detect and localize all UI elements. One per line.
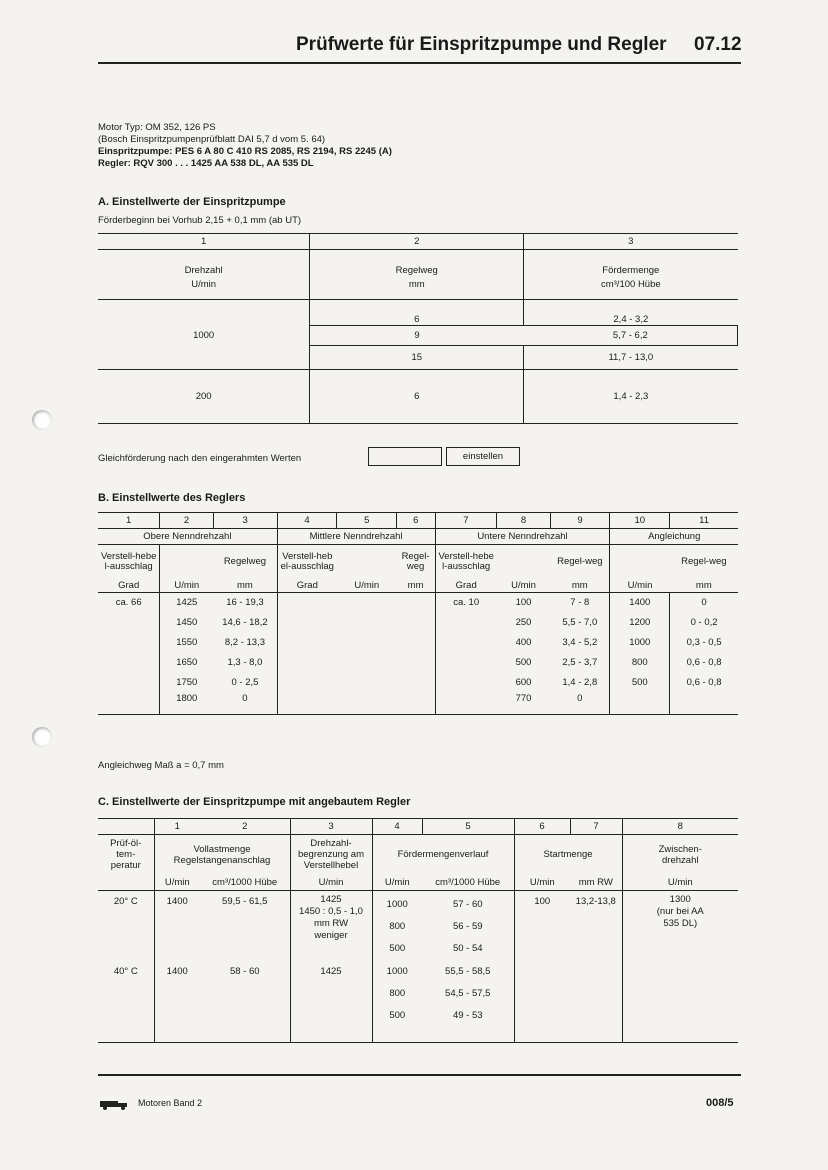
table-cell [622,961,738,1043]
table-cell [435,613,497,633]
col-header-start: Startmenge [514,835,622,875]
col-num: 1 [98,513,160,529]
table-cell: 7 - 8 [550,593,610,613]
table-cell: 0 [701,597,707,609]
table-cell: 8,2 - 13,3 [213,633,277,653]
table-cell: 1450 [176,617,198,628]
table-cell: 1,3 - 8,0 [213,653,277,673]
row20-f-u: 1000 [386,899,408,910]
table-cell [570,961,622,1043]
table-cell [397,653,435,673]
table-cell: 1800 [176,692,198,704]
col-unit: Grad [296,579,318,591]
col-num: 8 [677,821,683,832]
col-num: 8 [497,513,550,529]
col-header [610,545,670,579]
col-header: Regel-weg [670,545,738,579]
col-num: 3 [213,513,277,529]
table-cell: 800 [610,653,670,673]
group-header: Mittlere Nenndrehzahl [277,529,435,545]
table-cell: 0,6 - 0,8 [686,677,722,688]
col-header-zwischen: Zwischen-drehzahl [658,843,702,866]
table-cell: 1750 [176,677,198,688]
footer-rule [98,1074,741,1076]
table-c [98,818,738,1043]
table-cell [277,653,337,673]
col-unit: mm [310,276,524,300]
table-cell: ca. 10 [453,597,480,609]
table-cell: 3,4 - 5,2 [550,633,610,653]
table-cell [397,673,435,693]
col-unit: cm³/100 Hübe [600,278,661,290]
col-header: Regel-weg [397,545,435,579]
section-b-title: B. Einstellwerte des Reglers [98,492,246,504]
table-cell [98,613,160,633]
row40-temp: 40° C [98,961,154,1043]
table-cell [337,633,397,653]
punch-hole-bottom [32,727,52,747]
table-cell: 2,4 - 3,2 [524,300,738,326]
col-header: Fördermenge [602,264,660,276]
table-cell-framed: 9 [310,326,524,346]
row20-f-m: 57 - 60 [452,899,483,910]
row20-f-u: 800 [389,921,406,932]
col-num: 2 [160,513,213,529]
row40-f-u: 1000 [386,965,408,977]
table-cell: 0,3 - 0,5 [686,637,722,648]
table-row [98,653,738,673]
table-cell [435,653,497,673]
table-row [98,613,738,633]
page-code: 07.12 [694,34,742,55]
table-cell: 1425 [176,597,198,609]
col-header: Regelweg [213,545,277,579]
table-cell: 2,5 - 3,7 [550,653,610,673]
section-a-note: Gleichförderung nach den eingerahmten Werten [98,453,302,464]
col-num: 5 [337,513,397,529]
col-num: 5 [422,819,514,835]
section-a-subtitle: Förderbeginn bei Vorhub 2,15 + 0,1 mm (ab UT) [98,215,302,226]
table-cell: 0 [213,693,277,715]
table-row [98,693,738,715]
col-header-dreh: Drehzahl-begrenzung am Verstellhebel [290,835,372,875]
col-num: 2 [310,234,524,250]
col-unit: mm [397,579,435,593]
col-unit: Grad [98,579,160,593]
footer-book: Motoren Band 2 [138,1098,203,1108]
col-unit: mm RW [570,875,622,891]
table-row [98,593,738,613]
motor-regulator: Regler: RQV 300 . . . 1425 AA 538 DL, AA 535 DL [98,158,314,169]
motor-pump: Einspritzpumpe: PES 6 A 80 C 410 RS 2085, RS 2194, RS 2245 (A) [98,146,392,157]
note-einstellen-box: einstellen [446,447,520,466]
page-title: Prüfwerte für Einspritzpumpe und Regler [296,34,667,55]
col-header-foerder: Fördermengenverlauf [372,835,514,875]
table-cell [435,673,497,693]
table-cell [670,693,738,715]
table-cell [98,346,310,370]
group-header: Untere Nenndrehzahl [435,529,610,545]
col-unit: cm³/1000 Hübe [200,875,290,891]
section-c-title: C. Einstellwerte der Einspritzpumpe mit angebautem Regler [98,796,411,808]
col-header [337,545,397,579]
motor-info [98,122,392,170]
motor-bosch-sheet: (Bosch Einspritzpumpenprüfblatt DAI 5,7 d vom 5. 64) [98,134,326,145]
table-cell: 0 - 2,5 [213,673,277,693]
table-cell: 1000 [610,633,670,653]
table-cell: 1,4 - 2,8 [550,673,610,693]
table-cell: 11,7 - 13,0 [608,352,654,363]
row20-f-u: 500 [389,943,406,954]
row20-dreh: 1450 : 0,5 - 1,0 [299,906,363,917]
table-cell [277,593,337,613]
section-a-title: A. Einstellwerte der Einspritzpumpe [98,196,286,208]
table-cell: 6 [310,300,524,326]
row20-dreh: weniger [314,930,348,941]
col-unit: U/min [627,579,653,591]
table-cell: 400 [515,637,532,648]
col-header-voll: Vollastmenge Regelstangenanschlag [154,835,290,875]
table-cell [98,633,160,653]
table-cell: 1400 [610,593,670,613]
table-cell [98,653,160,673]
note-empty-box [368,447,442,466]
row20-dreh: mm RW [313,918,349,929]
table-cell [337,673,397,693]
table-cell: 0,6 - 0,8 [686,657,722,668]
row20-zw: 1300 [669,894,691,905]
col-header-temp: Prüf-öl-tem-peratur [98,835,154,875]
row40-f-u: 500 [389,1009,406,1021]
col-header: Drehzahl [98,250,310,276]
col-num: 1 [174,821,180,832]
col-header: Verstell-hebel-ausschlag [435,545,497,579]
table-cell [98,673,160,693]
table-cell-framed: 5,7 - 6,2 [524,326,738,346]
table-a [98,233,738,424]
row20-start-u: 100 [534,896,551,907]
table-cell: 6 [310,370,524,424]
col-unit: U/min [511,579,536,591]
row40-f-m: 49 - 53 [452,1009,483,1021]
col-num: 4 [372,819,422,835]
table-cell: 1000 [98,326,310,346]
col-header: Verstell-hebel-ausschlag [98,545,160,579]
table-cell: 500 [610,673,670,693]
row40-dreh: 1425 [290,961,372,1043]
table-cell: 0 - 0,2 [690,617,718,628]
row20-dreh: 1425 [320,894,342,905]
col-unit: U/min [98,276,310,300]
col-num: 3 [524,234,738,250]
row40-f-u: 800 [389,987,406,999]
group-header: Obere Nenndrehzahl [98,529,277,545]
table-cell [337,653,397,673]
col-num: 11 [699,515,709,526]
row20-zw: (nur bei AA [656,906,704,917]
col-unit: U/min [354,579,380,591]
row20-f-m: 50 - 54 [452,943,483,954]
table-cell [337,613,397,633]
table-cell [337,693,397,715]
table-cell [277,693,337,715]
table-cell [397,613,435,633]
row40-f-m: 54,5 - 57,5 [445,987,491,999]
table-cell [397,633,435,653]
table-cell [98,693,160,715]
table-cell: 600 [515,677,532,688]
table-b-body [98,593,738,715]
col-num: 10 [610,513,670,529]
table-b [98,512,738,715]
col-num: 2 [200,819,290,835]
table-cell: 770 [515,692,532,704]
table-cell [277,613,337,633]
col-num: 9 [550,513,610,529]
table-cell [397,693,435,715]
row20-u: 1400 [166,896,188,907]
col-header [160,545,213,579]
table-cell [435,633,497,653]
table-cell [514,961,570,1043]
col-unit: mm [213,579,277,593]
row20-temp: 20° C [98,891,154,961]
col-unit: mm [695,579,712,591]
col-num: 4 [277,513,337,529]
col-header: Regelweg [310,250,524,276]
table-cell: 100 [515,597,532,609]
col-num: 7 [570,819,622,835]
col-unit [98,875,154,891]
col-num: 6 [397,513,435,529]
table-row [98,673,738,693]
col-unit: U/min [529,876,555,888]
table-cell: ca. 66 [98,593,160,613]
table-cell: 1200 [610,613,670,633]
table-row [98,633,738,653]
col-unit: mm [550,579,610,593]
table-cell: 200 [98,370,310,424]
col-unit: U/min [384,876,410,888]
table-cell: 5,5 - 7,0 [550,613,610,633]
row40-u: 1400 [166,965,188,977]
table-cell [337,593,397,613]
motor-type: Motor Typ: OM 352, 126 PS [98,122,216,133]
col-header [497,545,550,579]
row40-f-m: 55,5 - 58,5 [445,965,491,977]
row20-start-rw: 13,2-13,8 [570,891,622,961]
truck-icon [100,1097,130,1108]
col-header: Verstell-hebel-ausschlag [277,545,337,579]
col-unit: Grad [455,579,477,591]
col-num: 6 [514,819,570,835]
table-cell [277,633,337,653]
col-unit: U/min [164,876,190,888]
table-cell [397,593,435,613]
table-cell: 14,6 - 18,2 [213,613,277,633]
row20-menge: 59,5 - 61,5 [200,891,290,961]
col-unit: U/min [290,875,372,891]
table-cell: 500 [515,657,532,668]
table-cell: 15 [310,346,524,370]
header-rule [98,62,741,64]
row20-f-m: 56 - 59 [452,921,483,932]
table-cell: 16 - 19,3 [213,593,277,613]
table-cell [610,693,670,715]
table-cell [277,673,337,693]
col-num [98,819,154,835]
col-num: 7 [435,513,497,529]
footer-page: 008/5 [706,1097,734,1109]
table-cell: 1,4 - 2,3 [524,370,738,424]
group-header: Angleichung [648,531,701,542]
col-num: 3 [290,819,372,835]
table-cell [98,300,310,326]
col-header: Regel-weg [550,545,610,579]
table-cell: 1650 [176,657,198,668]
table-cell [435,693,497,715]
col-unit: U/min [174,579,200,591]
col-unit: cm³/1000 Hübe [422,875,514,891]
section-b-note: Angleichweg Maß a = 0,7 mm [98,760,224,771]
col-unit: U/min [667,876,693,888]
row40-menge: 58 - 60 [200,961,290,1043]
col-num: 1 [98,234,310,250]
table-cell: 250 [515,617,532,628]
table-cell: 0 [550,693,610,715]
table-cell: 1550 [176,637,198,648]
row20-zw: 535 DL) [663,918,698,929]
punch-hole-top [32,410,52,430]
